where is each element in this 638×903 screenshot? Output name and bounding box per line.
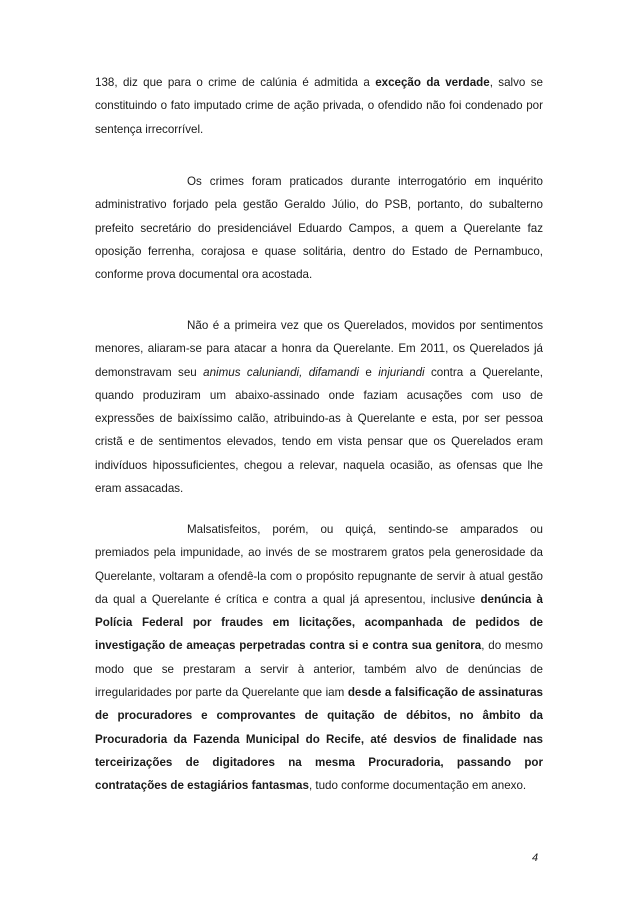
paragraph-3 [95,314,543,500]
text-run: Os crimes foram praticados durante interrogatório em inquérito administrativo forjado pela gestão Geraldo Júlio, do PSB, portanto, do subalterno prefeito secretário do presidenciável Eduardo Campos, a quem a Querelante faz oposição ferrenha, corajosa e quase solitária, dentro do Estado de Pernambuco, conforme prova documental ora acostada. [95,175,543,282]
text-run: , tudo conforme documentação em anexo. [308,779,527,793]
paragraph-2 [95,170,543,286]
text-run: , do mesmo modo que se prestaram a servir à anterior, também alvo de denúncias de irregularidades por parte da Querelante que iam [95,639,543,700]
text-run: , salvo se constituindo o fato imputado crime de ação privada, o ofendido não foi condenado por sentença irrecorrível. [95,76,543,136]
text-run: Não é a primeira vez que os Querelados, movidos por sentimentos menores, aliaram-se para atacar a honra da Querelante. Em 2011, os Querelados já demonstravam seu [95,319,543,379]
bold-text-run: denúncia à Polícia Federal por fraudes em licitações, acompanhada de pedidos de investigação de ameaças perpetradas contra si e contra sua genitora [95,592,544,653]
page-number: 4 [532,852,539,864]
bold-text-run: exceção da verdade [375,76,490,89]
paragraph-4 [95,518,543,798]
italic-text-run: injuriandi [378,365,425,379]
text-run: contra a Querelante, quando produziram um abaixo-assinado onde faziam acusações com uso de expressões de baixíssimo calão, atribuindo-as à Querelante e esta, por ser pessoa cristã e de sentimentos elevados, tendo em vista pensar que os Querelados eram indivíduos hipossuficientes, chegou a relevar, naquela ocasião, as ofensas que lhe eram assacadas. [95,365,544,496]
italic-text-run: animus caluniandi, difamandi [203,365,359,379]
text-run: 138, diz que para o crime de calúnia é admitida a [95,76,376,89]
bold-text-run: desde a falsificação de assinaturas de procuradores e comprovantes de quitação de débitos, no âmbito da Procuradoria da Fazenda Municipal do Recife, até desvios de finalidade nas terceirizações de digitadores na mesma Procuradoria, passando por contratações de estagiários fantasmas [95,686,543,793]
text-run: e [358,365,379,379]
text-run: Malsatisfeitos, porém, ou quiçá, sentindo-se amparados ou premiados pela impunidade, ao invés de se mostrarem gratos pela generosidade da Querelante, voltaram a ofendê-la com o propósito repugnante de servir à atual gestão da qual a Querelante é crítica e contra a qual já apresentou, inclusive [95,523,543,606]
paragraph-1 [95,71,543,141]
